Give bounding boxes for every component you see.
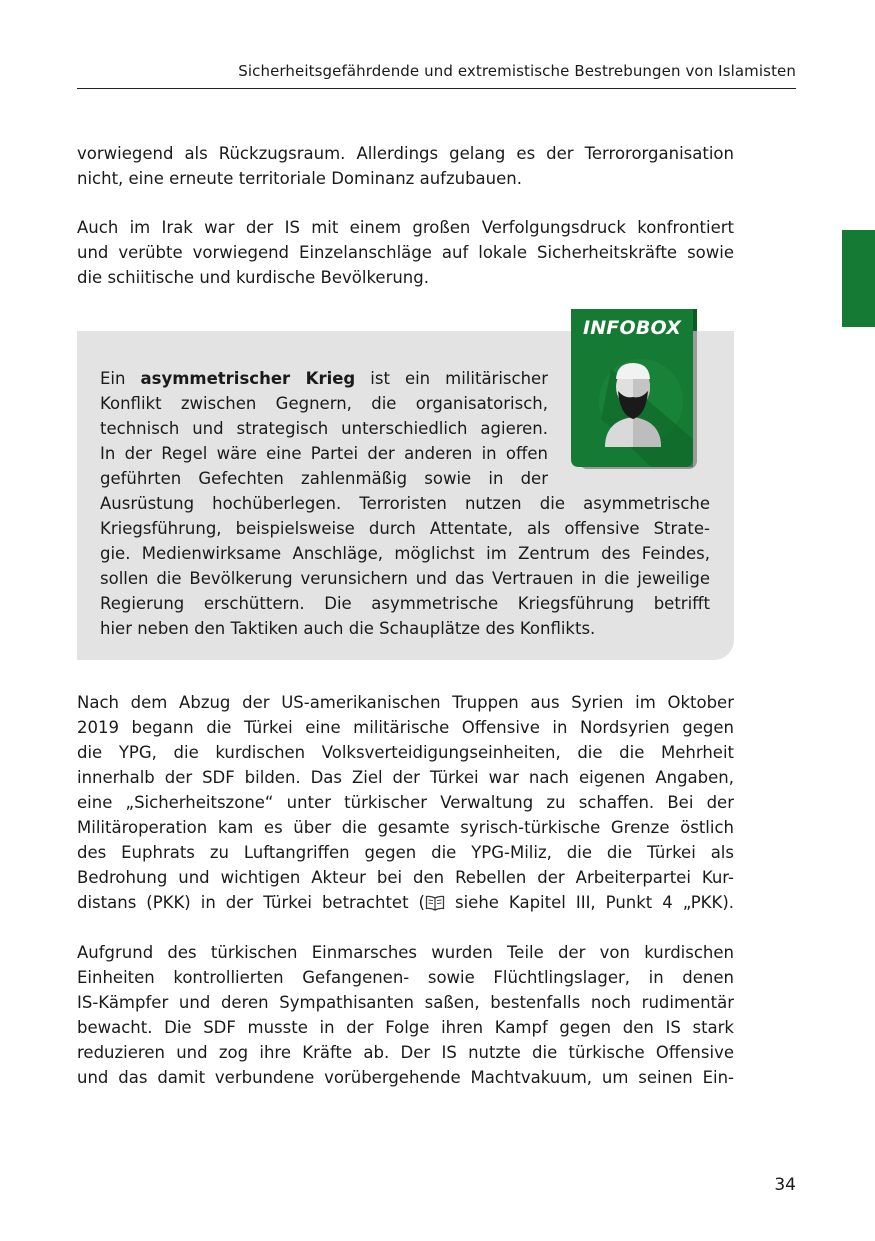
infobox-line: sollen die Bevölkerung verunsichern und das Vertrauen in die jeweilige [100, 569, 710, 588]
infobox-line: Ausrüstung hochüberlegen. Terroristen nutzen die asymmetrische [100, 494, 710, 513]
infobox-line-prefix: Ein [100, 369, 141, 388]
paragraph-line: die YPG, die kurdischen Volksverteidigungseinheiten, die die Mehrheit [77, 743, 734, 762]
book-icon [425, 895, 445, 911]
infobox-term: asymmetrischer Krieg [140, 369, 356, 388]
paragraph-line: Einheiten kontrollierten Gefangenen- sowie Flüchtlingslager, in denen [77, 968, 734, 987]
paragraph-line: und das damit verbundene vorübergehende Machtvakuum, um seinen Ein- [77, 1068, 734, 1087]
paragraph-line: Auch im Irak war der IS mit einem großen Verfolgungsdruck konfrontiert [77, 218, 734, 237]
chapter-tab-marker [842, 230, 875, 327]
paragraph-line: innerhalb der SDF bilden. Das Ziel der Türkei war nach eigenen Angaben, [77, 768, 734, 787]
infobox-line-suffix: ist ein militärischer [355, 369, 548, 388]
infobox-line: Konflikt zwischen Gegnern, die organisatorisch, [100, 394, 548, 413]
infobox-line: Regierung erschüttern. Die asymmetrische Kriegsführung betrifft [100, 594, 710, 613]
page-number: 34 [774, 1175, 796, 1195]
paragraph-line [77, 890, 734, 915]
paragraph-4 [77, 940, 734, 1090]
paragraph-line-prefix: distans (PKK) in der Türkei betrachtet ( [77, 893, 425, 912]
paragraph-line: und verübte vorwiegend Einzelanschläge auf lokale Sicherheitskräfte sowie [77, 243, 734, 262]
paragraph-line: IS-Kämpfer und deren Sympathisanten saßen, bestenfalls noch rudimentär [77, 993, 734, 1012]
paragraph-line: nicht, eine erneute territoriale Dominanz aufzubauen. [77, 169, 522, 188]
infobox-line [100, 366, 548, 391]
infobox-line: gie. Medienwirksame Anschläge, möglichst im Zentrum des Feindes, [100, 544, 710, 563]
paragraph-line: 2019 begann die Türkei eine militärische Offensive in Nordsyrien gegen [77, 718, 734, 737]
paragraph-line: eine „Sicherheitszone“ unter türkischer Verwaltung zu schaffen. Bei der [77, 793, 734, 812]
infobox-line: technisch und strategisch unterschiedlich agieren. [100, 419, 548, 438]
infobox-line: geführten Gefechten zahlenmäßig sowie in der [100, 469, 548, 488]
paragraph-1 [77, 141, 734, 191]
cross-reference-link: siehe Kapitel III, Punkt 4 „PKK). [445, 893, 734, 912]
paragraph-line: bewacht. Die SDF musste in der Folge ihren Kampf gegen den IS stark [77, 1018, 734, 1037]
paragraph-line: reduzieren und zog ihre Kräfte ab. Der IS nutzte die türkische Offensive [77, 1043, 734, 1062]
paragraph-line: Bedrohung und wichtigen Akteur bei den Rebellen der Arbeiterpartei Kur- [77, 868, 734, 887]
paragraph-line: Aufgrund des türkischen Einmarsches wurden Teile der von kurdischen [77, 943, 734, 962]
running-header [77, 62, 796, 89]
paragraph-2 [77, 215, 734, 290]
paragraph-3 [77, 690, 734, 915]
header-title: Sicherheitsgefährdende und extremistische Bestrebungen von Islamisten [238, 62, 796, 80]
infobox-line: In der Regel wäre eine Partei der anderen in offen [100, 444, 548, 463]
paragraph-line: vorwiegend als Rückzugsraum. Allerdings gelang es der Terrororganisation [77, 144, 734, 163]
infobox-line: hier neben den Taktiken auch die Schauplätze des Konflikts. [100, 619, 596, 638]
paragraph-line: Militäroperation kam es über die gesamte syrisch-türkische Grenze östlich [77, 818, 734, 837]
paragraph-line: Nach dem Abzug der US-amerikanischen Truppen aus Syrien im Oktober [77, 693, 734, 712]
infobox-badge-label: INFOBOX [582, 317, 682, 339]
infobox-line: Kriegsführung, beispielsweise durch Attentate, als offensive Strate- [100, 519, 710, 538]
paragraph-line: die schiitische und kurdische Bevölkerung. [77, 268, 429, 287]
paragraph-line: des Euphrats zu Luftangriffen gegen die YPG-Miliz, die die Türkei als [77, 843, 734, 862]
